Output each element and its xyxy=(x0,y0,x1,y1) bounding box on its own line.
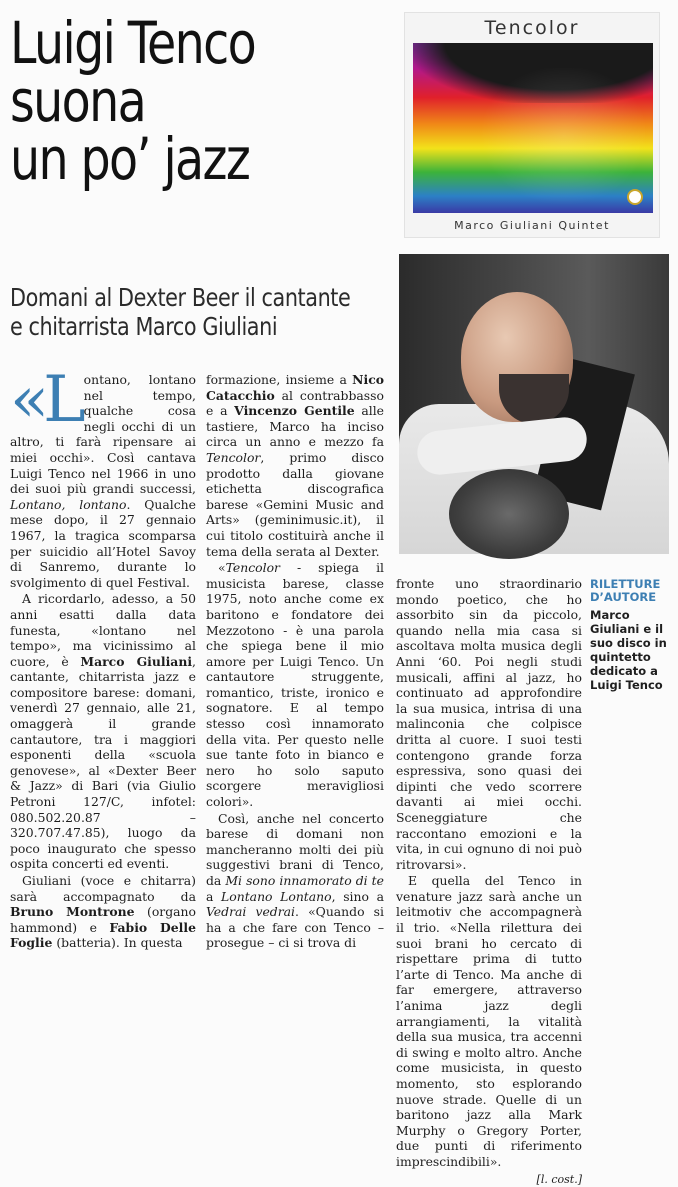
album-cover-image xyxy=(404,12,660,238)
article-paragraph: Così, anche nel concerto barese di domani non mancheranno molti dei più suggestivi brani di Tenco, da Mi sono innamorato di te a Lontano Lontano, sino a Vedrai vedrai. «Quando si ha a che fare con Tenco – prosegue – ci si trova di xyxy=(206,810,385,951)
musician-photo xyxy=(399,254,669,548)
headline-line: suona xyxy=(10,67,146,135)
photo-caption xyxy=(590,578,674,692)
article-paragraph: «Lontano, lontano nel tempo, qualche cosa negli occhi di un altro, ti farà ripensare ai miei occhi». Così cantava Luigi Tenco nel 1966 in uno dei suoi più grandi successi, Lontano, lontano. Qualche mese dopo, il 27 gennaio 1967, la tragica scomparsa per suicidio all’Hotel Savoy di Sanremo, durante lo svolgimento di quel Festival. xyxy=(10,363,197,590)
drop-cap: «L xyxy=(10,363,80,437)
article-paragraph: A ricordarlo, adesso, a 50 anni esatti dalla data funesta, «lontano nel tempo», ma vicinissimo al cuore, è Marco Giuliani, cantante, chitarrista jazz e compositore barese: domani, venerdì 27 gennaio, alle 21, omaggerà il grande cantautore, tra i maggiori esponenti della «scuola genovese», al «Dexter Beer & Jazz» di Bari (via Giulio Petroni 127/C, infotel: 080.502.20.87 – 320.707.47.85), luogo da poco inaugurato che spesso ospita concerti ed eventi. xyxy=(10,591,197,872)
caption-text: Marco Giuliani e il suo disco in quintetto dedicato a Luigi Tenco xyxy=(590,608,667,692)
article-paragraph: E quella del Tenco in venature jazz sarà anche un leitmotiv che accompagnerà il trio. «Nella rilettura dei suoi brani ho cercato di rispettare prima di tutto l’arte di Tenco. Ma anche di far emergere, attraverso l’anima jazz degli arrangiamenti, la vitalità della sua musica, tra accenni di swing e molto altro. Anche come musicista, in questo momento, sto esplorando nuove strade. Quelle di un baritono jazz alla Mark Murphy o Gregory Porter, due punti di riferimento imprescindibili». xyxy=(396,873,583,1169)
headline xyxy=(10,9,330,193)
subheadline xyxy=(10,283,367,341)
headline-line: Luigi Tenco xyxy=(10,9,256,77)
article-paragraph: formazione, insieme a Nico Catacchio al contrabbasso e a Vincenzo Gentile alle tastiere, Marco ha inciso circa un anno e mezzo fa Tencolor, primo disco prodotto dalla giovane etichetta discografica barese «Gemini Music and Arts» (geminimusic.it), il cui titolo costituirà anche il tema della serata al Dexter. xyxy=(206,372,385,559)
article-paragraph: Giuliani (voce e chitarra) sarà accompagnato da Bruno Montrone (organo hammond) e Fabio Delle Foglie (batteria). In questa xyxy=(10,873,196,951)
photo-guitar xyxy=(449,469,569,559)
subheadline-line: Domani al Dexter Beer il cantante xyxy=(10,283,351,312)
album-face-highlight xyxy=(465,68,645,218)
article-column-3 xyxy=(396,576,582,1187)
article-column-1 xyxy=(10,363,197,951)
album-title: Tencolor xyxy=(484,17,580,39)
article-paragraph: «Tencolor - spiega il musicista barese, classe 1975, noto anche come ex baritono e fondatore dei Mezzotono - è una parola che spiega bene il mio amore per Luigi Tenco. Un cantautore struggente, romantico, triste, ironico e sognatore. E al tempo stesso così innamorato della vita. Per questo nelle sue tante foto in bianco e nero ho solo saputo scorgere meravigliosi colori». xyxy=(206,560,384,810)
article-paragraph: fronte uno straordinario mondo poetico, che ho assorbito sin da piccolo, quando nella mia casa si ascoltava molta musica degli Anni ‘60. Poi negli studi musicali, affini al jazz, ho continuato ad approfondire la sua musica, intrisa di una malinconia che colpisce dritta al cuore. I suoi testi contengono grande forza espressiva, sono quasi dei dipinti che vedo scorrere davanti ai miei occhi. Sceneggiature che raccontano emozioni e la vita, in cui ognuno di noi può ritrovarsi». xyxy=(396,576,583,872)
article-column-2 xyxy=(206,372,384,951)
label-logo-icon xyxy=(627,189,643,205)
caption-title: RILETTURE D’AUTORE xyxy=(590,577,661,604)
headline-line: un po’ jazz xyxy=(10,125,250,193)
author-signature: [l. cost.] xyxy=(536,1172,582,1186)
album-artist: Marco Giuliani Quintet xyxy=(454,219,610,232)
subheadline-line: e chitarrista Marco Giuliani xyxy=(10,312,278,341)
